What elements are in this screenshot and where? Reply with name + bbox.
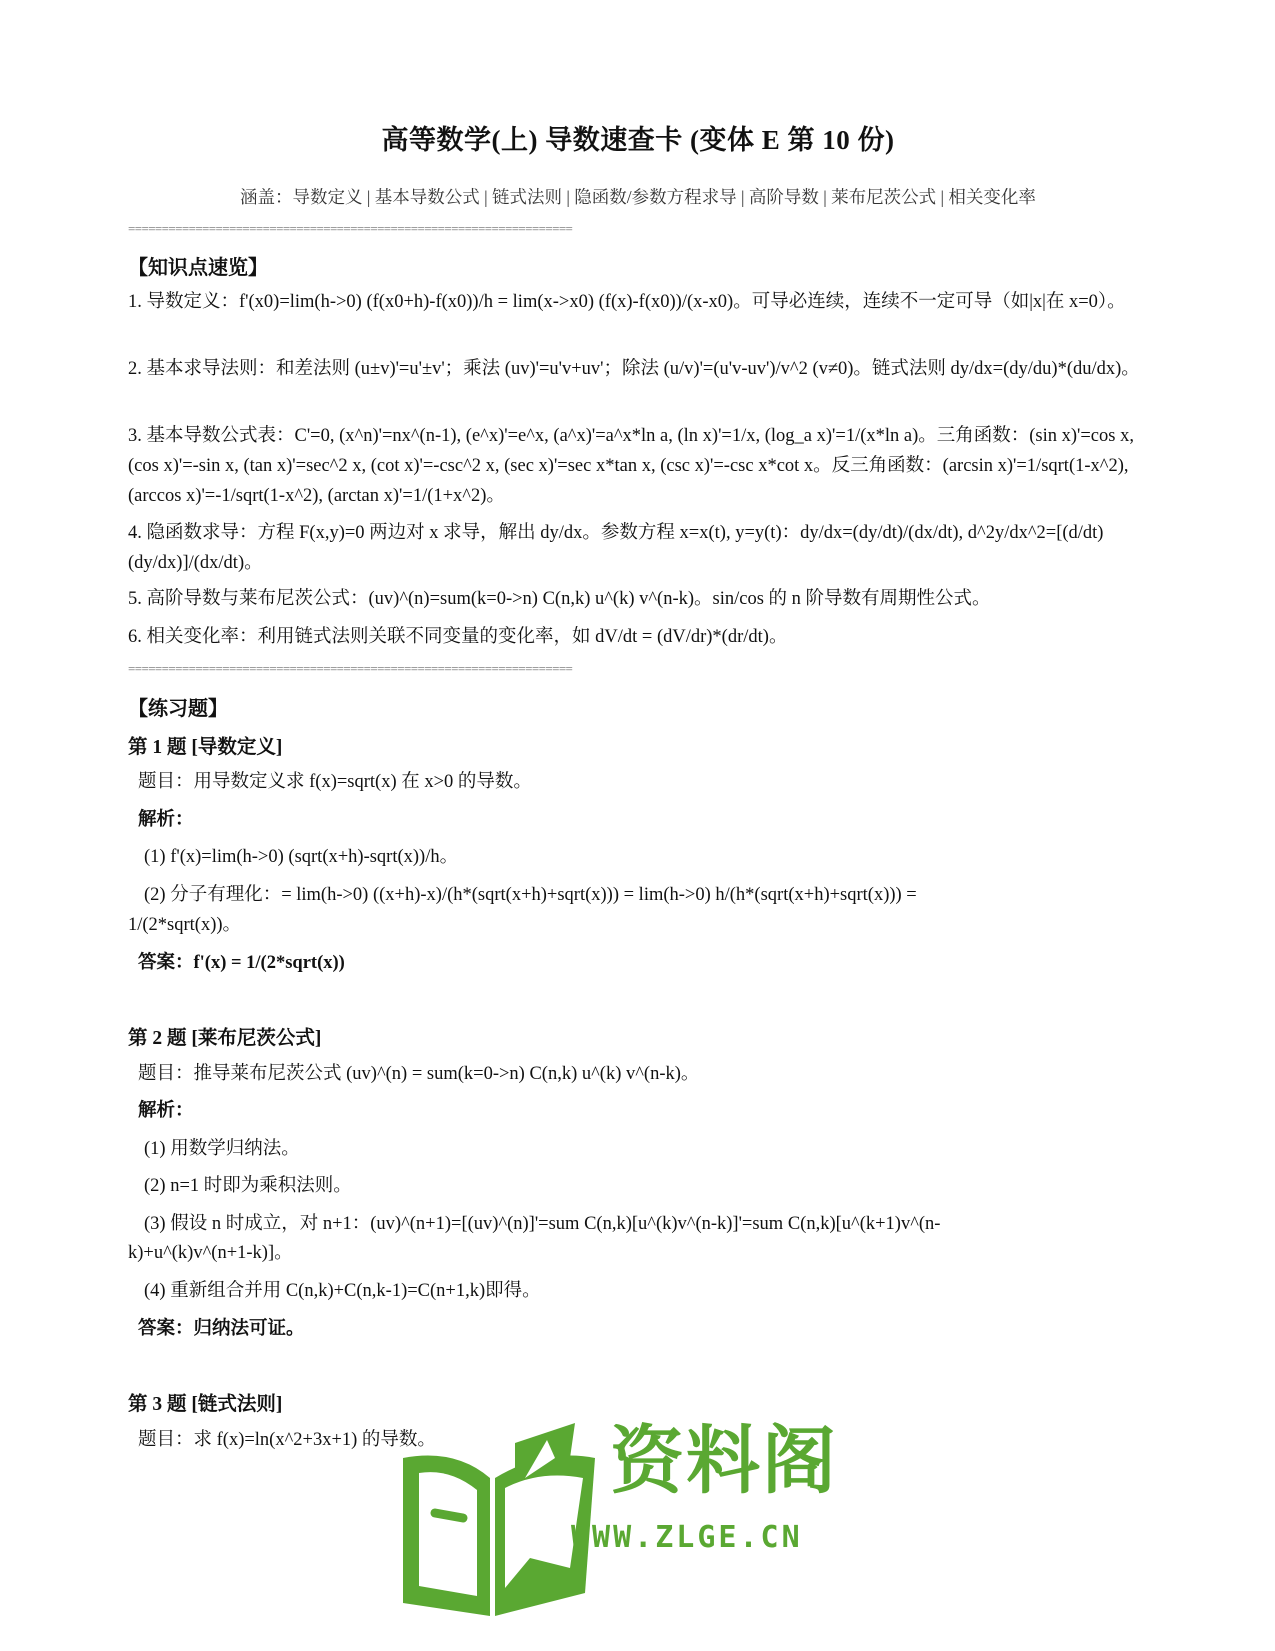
q2-title: 第 2 题 [莱布尼茨公式] (128, 1028, 322, 1049)
q2-answer: 答案：归纳法可证。 (138, 1319, 305, 1339)
book-logo-icon (395, 1418, 605, 1618)
divider-middle: ================================================================== (128, 661, 573, 676)
document-title: 高等数学(上) 导数速查卡 (变体 E 第 10 份) (381, 125, 895, 155)
q2-step-2: (2) n=1 时即为乘积法则。 (144, 1176, 352, 1196)
document-subtitle: 涵盖：导数定义 | 基本导数公式 | 链式法则 | 隐函数/参数方程求导 | 高阶导数 | 莱布尼茨公式 | 相关变化率 (240, 187, 1036, 207)
knowledge-item-5: 5. 高阶导数与莱布尼茨公式：(uv)^(n)=sum(k=0->n) C(n,k) u^(k) v^(n-k)。sin/cos 的 n 阶导数有周期性公式。 (128, 589, 991, 609)
knowledge-item-3: 3. 基本导数公式表：C'=0, (x^n)'=nx^(n-1), (e^x)'=e^x, (a^x)'=a^x*ln a, (ln x)'=1/x, (log_a x)'=1/(x*ln a)。三角函数：(sin x)'=cos x, (cos x)'=-sin x, (tan x)'=sec^2 x, (cot x)'=-csc^2 x, (sec x)'=sec x*tan x, (csc x)'=-csc x*cot x。反三角函数：(arcsin x)'=1/sqrt(1-x^2), (arccos x)'=-1/sqrt(1-x^2), (arctan x)'=1/(1+x^2)。 (128, 426, 1134, 506)
q1-step-1: (1) f'(x)=lim(h->0) (sqrt(x+h)-sqrt(x))/h。 (144, 847, 459, 867)
q3-question: 题目：求 f(x)=ln(x^2+3x+1) 的导数。 (138, 1430, 436, 1450)
q1-analysis-label: 解析： (138, 810, 194, 830)
q1-step-2-cont: 1/(2*sqrt(x))。 (128, 915, 242, 935)
practice-heading: 【练习题】 (128, 698, 228, 720)
q2-step-3-cont: k)+u^(k)v^(n+1-k)]。 (128, 1243, 293, 1263)
q2-analysis-label: 解析： (138, 1101, 194, 1121)
watermark-text: 资料阁 (610, 1418, 838, 1504)
knowledge-item-6: 6. 相关变化率：利用链式法则关联不同变量的变化率，如 dV/dt = (dV/dr)*(dr/dt)。 (128, 627, 788, 647)
knowledge-item-1: 1. 导数定义：f'(x0)=lim(h->0) (f(x0+h)-f(x0))/h = lim(x->x0) (f(x)-f(x0))/(x-x0)。可导必连续，连续不一定可导（如|x|在 x=0）。 (128, 292, 1126, 312)
knowledge-heading: 【知识点速览】 (128, 257, 268, 279)
q2-question: 题目：推导莱布尼茨公式 (uv)^(n) = sum(k=0->n) C(n,k) u^(k) v^(n-k)。 (138, 1064, 700, 1084)
watermark-url: WWW.ZLGE.CN (571, 1520, 803, 1555)
knowledge-item-2: 2. 基本求导法则：和差法则 (u±v)'=u'±v'；乘法 (uv)'=u'v+uv'；除法 (u/v)'=(u'v-uv')/v^2 (v≠0)。链式法则 dy/dx=(dy/du)*(du/dx)。 (128, 359, 1140, 379)
q2-step-4: (4) 重新组合并用 C(n,k)+C(n,k-1)=C(n+1,k)即得。 (144, 1281, 541, 1301)
q1-step-2: (2) 分子有理化：= lim(h->0) ((x+h)-x)/(h*(sqrt(x+h)+sqrt(x))) = lim(h->0) h/(h*(sqrt(x+h)+sqrt(x))) = (144, 885, 917, 905)
q3-title: 第 3 题 [链式法则] (128, 1394, 283, 1415)
q1-question: 题目：用导数定义求 f(x)=sqrt(x) 在 x>0 的导数。 (138, 772, 532, 792)
watermark (395, 1418, 865, 1618)
q2-step-3: (3) 假设 n 时成立，对 n+1：(uv)^(n+1)=[(uv)^(n)]'=sum C(n,k)[u^(k)v^(n-k)]'=sum C(n,k)[u^(k+1)v^(n- (144, 1214, 941, 1234)
q1-answer: 答案：f'(x) = 1/(2*sqrt(x)) (138, 953, 345, 973)
q2-step-1: (1) 用数学归纳法。 (144, 1139, 300, 1159)
knowledge-item-4: 4. 隐函数求导：方程 F(x,y)=0 两边对 x 求导，解出 dy/dx。参数方程 x=x(t), y=y(t)：dy/dx=(dy/dt)/(dx/dt), d^2y/dx^2=[(d/dt)(dy/dx)]/(dx/dt)。 (128, 523, 1104, 573)
divider-top: ================================================================== (128, 221, 573, 236)
q1-title: 第 1 题 [导数定义] (128, 737, 283, 758)
